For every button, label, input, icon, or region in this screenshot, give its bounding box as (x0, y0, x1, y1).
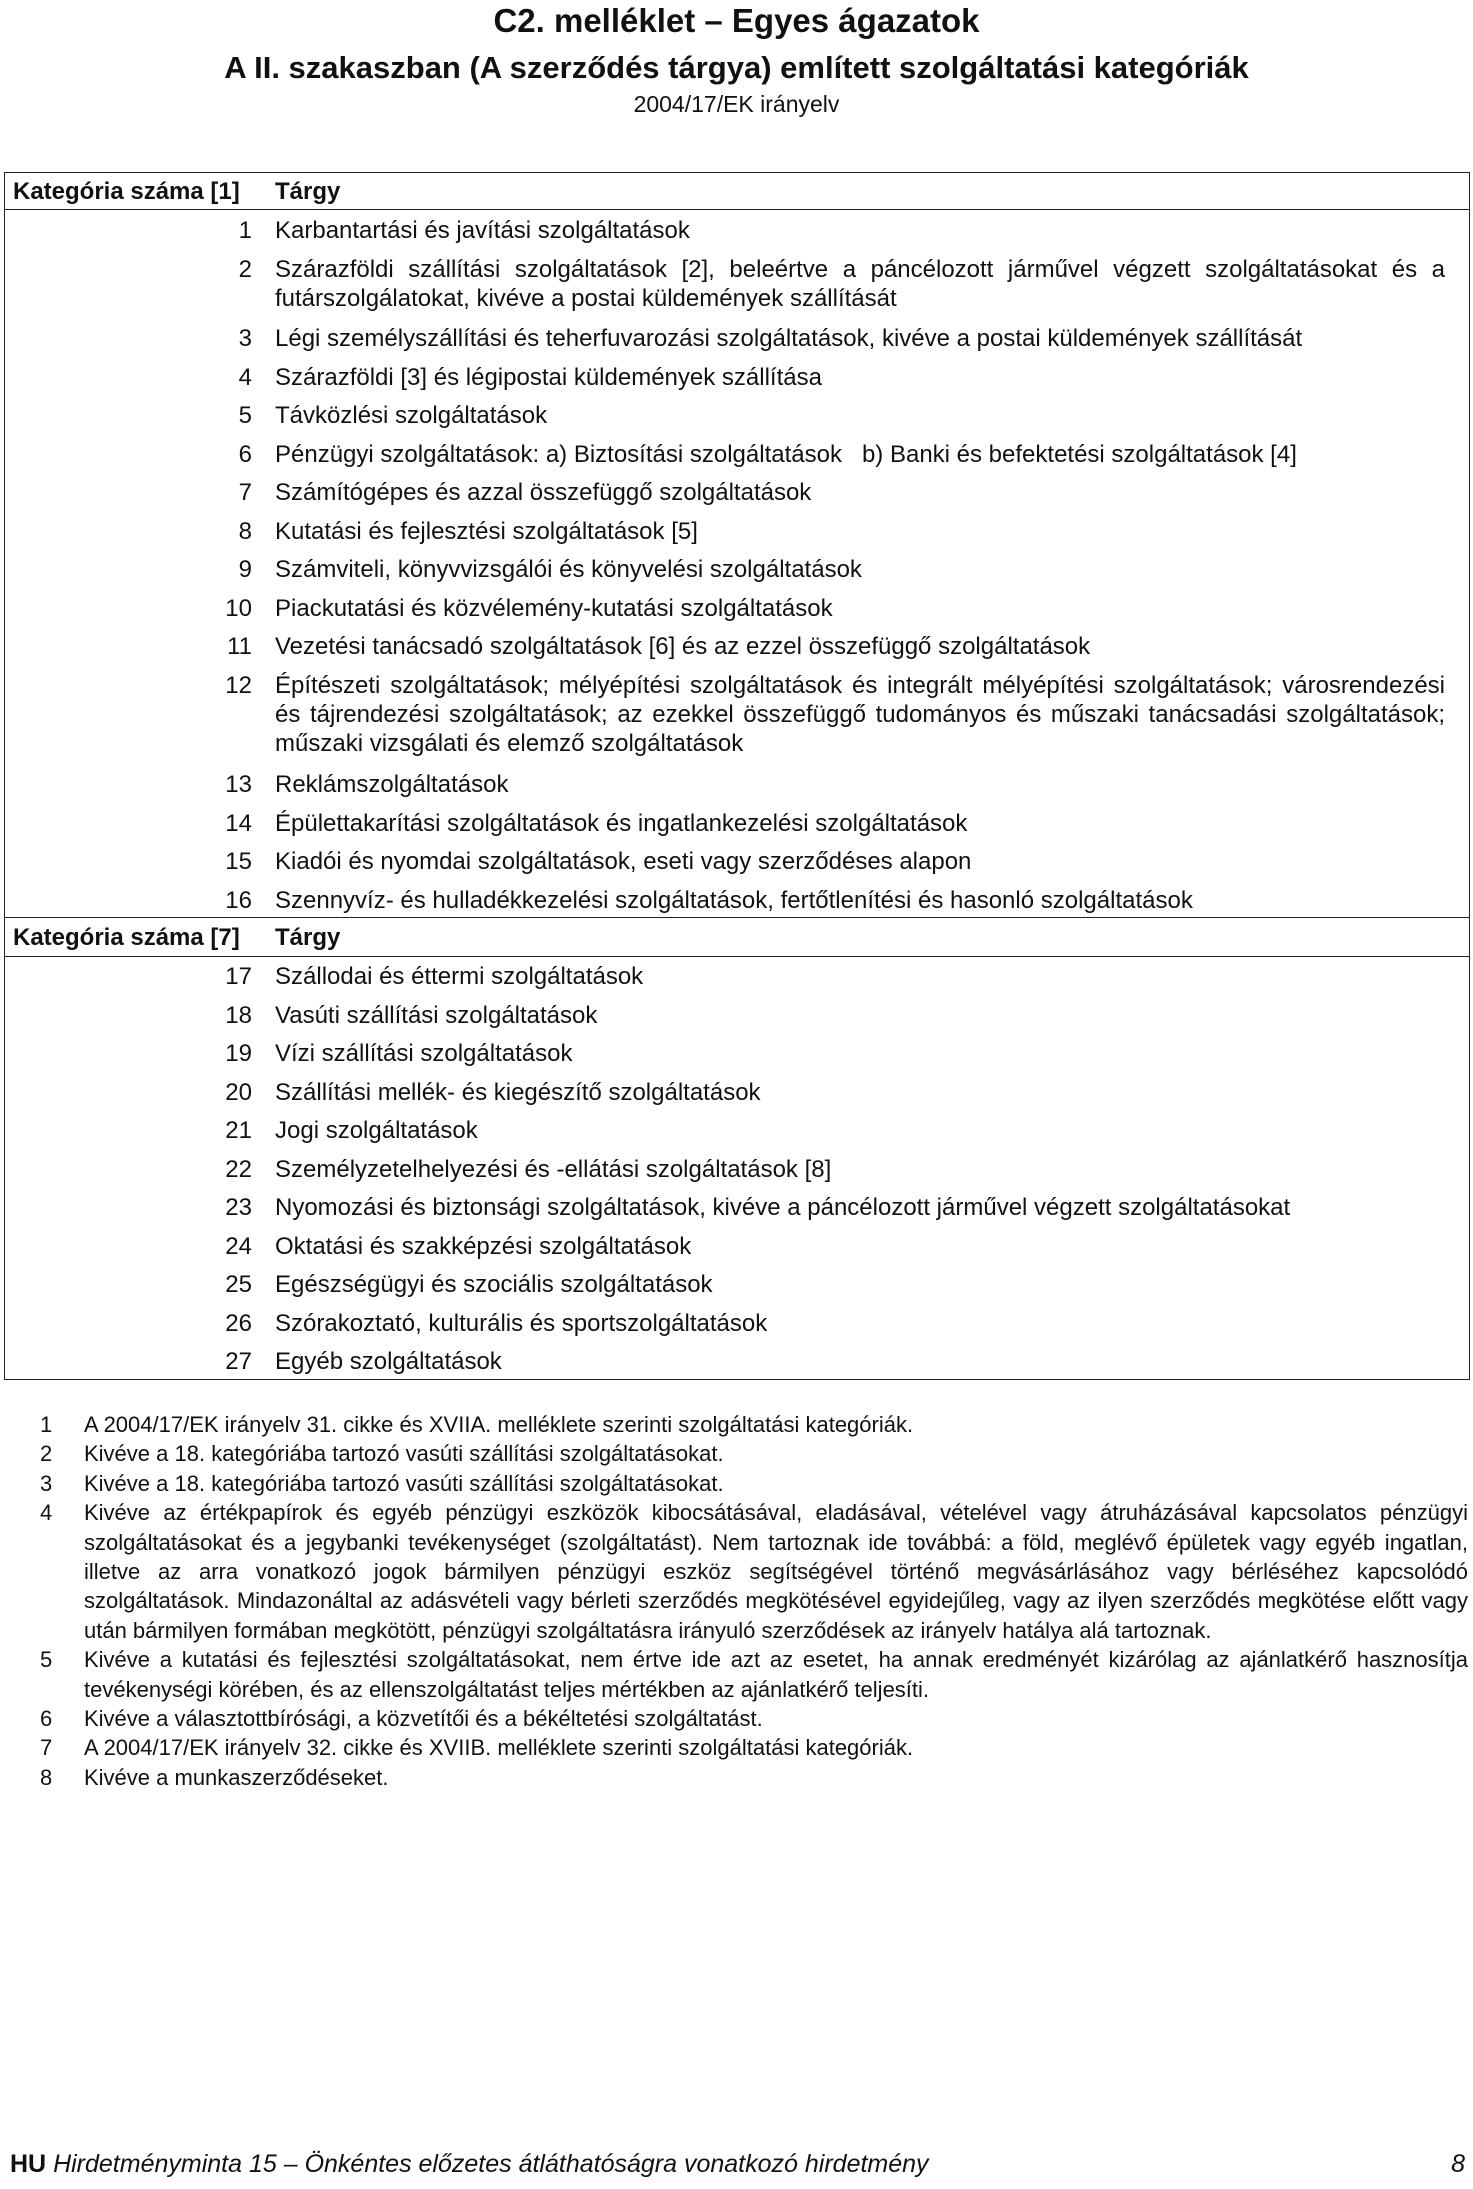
row-number: 6 (238, 441, 252, 468)
language-code: HU (10, 2150, 47, 2178)
header-subject: Tárgy (275, 178, 341, 205)
directive-label: 2004/17/EK irányelv (633, 91, 840, 117)
row-number: 14 (225, 810, 252, 837)
row-number: 5 (238, 402, 252, 429)
row-number: 17 (225, 963, 252, 990)
header-subject: Tárgy (275, 924, 341, 951)
footnote-text: Kivéve a munkaszerződéseket. (84, 1764, 389, 1790)
row-text: Szállítási mellék- és kiegészítő szolgáltatások (275, 1079, 761, 1106)
footnote-number: 3 (40, 1470, 53, 1496)
footnote-number: 1 (40, 1412, 53, 1437)
footnotes (40, 1410, 1468, 1792)
row-text: Épülettakarítási szolgáltatások és ingatlankezelési szolgáltatások (275, 810, 968, 837)
row-text: Szárazföldi szállítási szolgáltatások [2], beleértve a páncélozott járművel végzett szolgáltatásokat és a futárszolgálatokat, kivéve a postai küldemények szállítását (275, 256, 1445, 312)
footnote (40, 1733, 1468, 1762)
footnote-text: A 2004/17/EK irányelv 31. cikke és XVIIA. melléklete szerinti szolgáltatási kategóriák. (84, 1412, 914, 1437)
footnote-number: 5 (40, 1647, 53, 1673)
page-title: C2. melléklet – Egyes ágazatok (493, 2, 980, 39)
row-number: 25 (225, 1271, 252, 1298)
row-number: 15 (225, 848, 252, 875)
category-table (4, 172, 1470, 1380)
row-number: 11 (227, 633, 252, 660)
footnote-text: Kivéve a 18. kategóriába tartozó vasúti szállítási szolgáltatásokat. (84, 1470, 724, 1496)
footer-title: Hirdetményminta 15 – Önkéntes előzetes átláthatóságra vonatkozó hirdetmény (53, 2150, 929, 2178)
row-text: Egyéb szolgáltatások (275, 1348, 502, 1375)
row-text: Karbantartási és javítási szolgáltatások (275, 217, 690, 244)
footnote (40, 1439, 1468, 1468)
row-text: Egészségügyi és szociális szolgáltatások (275, 1271, 713, 1298)
row-number: 24 (225, 1233, 252, 1260)
footnote-number: 8 (40, 1764, 53, 1790)
footnote (40, 1410, 1468, 1439)
footnote (40, 1763, 1468, 1792)
footnote (40, 1704, 1468, 1733)
row-text: Vezetési tanácsadó szolgáltatások [6] és az ezzel összefüggő szolgáltatások (275, 633, 1091, 660)
row-number: 9 (238, 556, 252, 583)
row-text: Jogi szolgáltatások (275, 1117, 478, 1144)
row-number: 20 (225, 1079, 252, 1106)
row-text: Vasúti szállítási szolgáltatások (275, 1002, 598, 1029)
row-text: Nyomozási és biztonsági szolgáltatások, kivéve a páncélozott járművel végzett szolgáltatásokat (275, 1194, 1291, 1221)
row-text: Piackutatási és közvélemény-kutatási szolgáltatások (275, 595, 833, 622)
row-number: 3 (238, 325, 252, 352)
row-number: 2 (238, 256, 252, 283)
row-text: Személyzetelhelyezési és -ellátási szolgáltatások [8] (275, 1156, 832, 1183)
row-number: 12 (225, 672, 252, 699)
row-number: 23 (225, 1194, 252, 1221)
footnote-number: 4 (40, 1500, 53, 1526)
footnote (40, 1498, 1468, 1645)
row-text: Szárazföldi [3] és légipostai küldemények szállítása (275, 364, 822, 391)
row-text: Távközlési szolgáltatások (275, 402, 548, 429)
footnote-text: Kivéve a választottbírósági, a közvetítői és a békéltetési szolgáltatást. (84, 1706, 763, 1732)
footnote-text: A 2004/17/EK irányelv 32. cikke és XVIIB. melléklete szerinti szolgáltatási kategóriák. (84, 1735, 914, 1761)
row-number: 10 (225, 595, 252, 622)
footnote-number: 2 (40, 1441, 53, 1467)
row-text: Szennyvíz- és hulladékkezelési szolgáltatások, fertőtlenítési és hasonló szolgáltatások (275, 887, 1193, 914)
footnote-number: 7 (40, 1735, 53, 1761)
row-text: Kutatási és fejlesztési szolgáltatások [5] (275, 518, 698, 545)
row-text: Pénzügyi szolgáltatások: a) Biztosítási szolgáltatások b) Banki és befektetési szolgáltatások [4] (275, 441, 1297, 468)
row-number: 27 (225, 1348, 252, 1375)
row-number: 22 (225, 1156, 252, 1183)
footnote-number: 6 (40, 1706, 53, 1732)
row-number: 19 (225, 1040, 252, 1067)
page-footer (10, 2150, 1465, 2179)
footnote (40, 1645, 1468, 1704)
row-number: 21 (225, 1117, 252, 1144)
page-subtitle: A II. szakaszban (A szerződés tárgya) említett szolgáltatási kategóriák (224, 50, 1249, 85)
row-text: Építészeti szolgáltatások; mélyépítési szolgáltatások és integrált mélyépítési szolgáltatások; városrendezési és tájrendezési szolgáltatások; az ezekkel összefüggő tudományos és műszaki tanácsadási szolgáltatások; műszaki vizsgálati és elemző szolgáltatások (275, 672, 1445, 757)
row-number: 4 (238, 364, 252, 391)
page-number: 8 (1451, 2150, 1465, 2178)
header-category-number: Kategória száma [1] (13, 178, 240, 205)
row-text: Számítógépes és azzal összefüggő szolgáltatások (275, 479, 812, 506)
row-text: Szórakoztató, kulturális és sportszolgáltatások (275, 1310, 768, 1337)
row-text: Kiadói és nyomdai szolgáltatások, eseti vagy szerződéses alapon (275, 848, 972, 875)
row-number: 1 (238, 217, 252, 244)
row-number: 16 (225, 887, 252, 914)
row-text: Oktatási és szakképzési szolgáltatások (275, 1233, 692, 1260)
footnote-text: Kivéve a 18. kategóriába tartozó vasúti szállítási szolgáltatásokat. (84, 1441, 724, 1467)
footnote (40, 1469, 1468, 1498)
footnote-text: Kivéve a kutatási és fejlesztési szolgáltatásokat, nem értve ide azt az esetet, ha annak eredményét kizárólag az ajánlatkérő hasznosítja tevékenységi körében, és az ellenszolgáltatást teljes mértékben az ajánlatkérő teljesíti. (84, 1647, 1468, 1702)
row-text: Szállodai és éttermi szolgáltatások (275, 963, 644, 990)
row-text: Számviteli, könyvvizsgálói és könyvelési szolgáltatások (275, 556, 862, 583)
row-text: Reklámszolgáltatások (275, 771, 509, 798)
header-category-number: Kategória száma [7] (13, 924, 240, 951)
row-number: 7 (238, 479, 252, 506)
row-text: Légi személyszállítási és teherfuvarozási szolgáltatások, kivéve a postai küldemények szállítását (275, 325, 1303, 352)
footnote-text: Kivéve az értékpapírok és egyéb pénzügyi eszközök kibocsátásával, eladásával, vételével vagy átruházásával kapcsolatos pénzügyi szolgáltatásokat és a jegybanki tevékenységet (szolgáltatást). Nem tartoznak ide továbbá: a föld, meglévő épületek vagy egyéb ingatlan, illetve az arra vonatkozó jogok bármilyen pénzügyi eszköz segítségével történő megvásárlásához vagy bérléséhez kapcsolódó szolgáltatások. Mindazonáltal az adásvételi vagy bérleti szerződés megkötésével egyidejűleg, vagy az ilyen szerződés megkötése előtt vagy után bármilyen formában megkötött, pénzügyi szolgáltatásra irányuló szerződések az irányelv hatálya alá tartoznak. (84, 1500, 1468, 1643)
row-number: 13 (225, 771, 252, 798)
row-number: 18 (225, 1002, 252, 1029)
row-text: Vízi szállítási szolgáltatások (275, 1040, 573, 1067)
row-number: 8 (238, 518, 252, 545)
row-number: 26 (225, 1310, 252, 1337)
